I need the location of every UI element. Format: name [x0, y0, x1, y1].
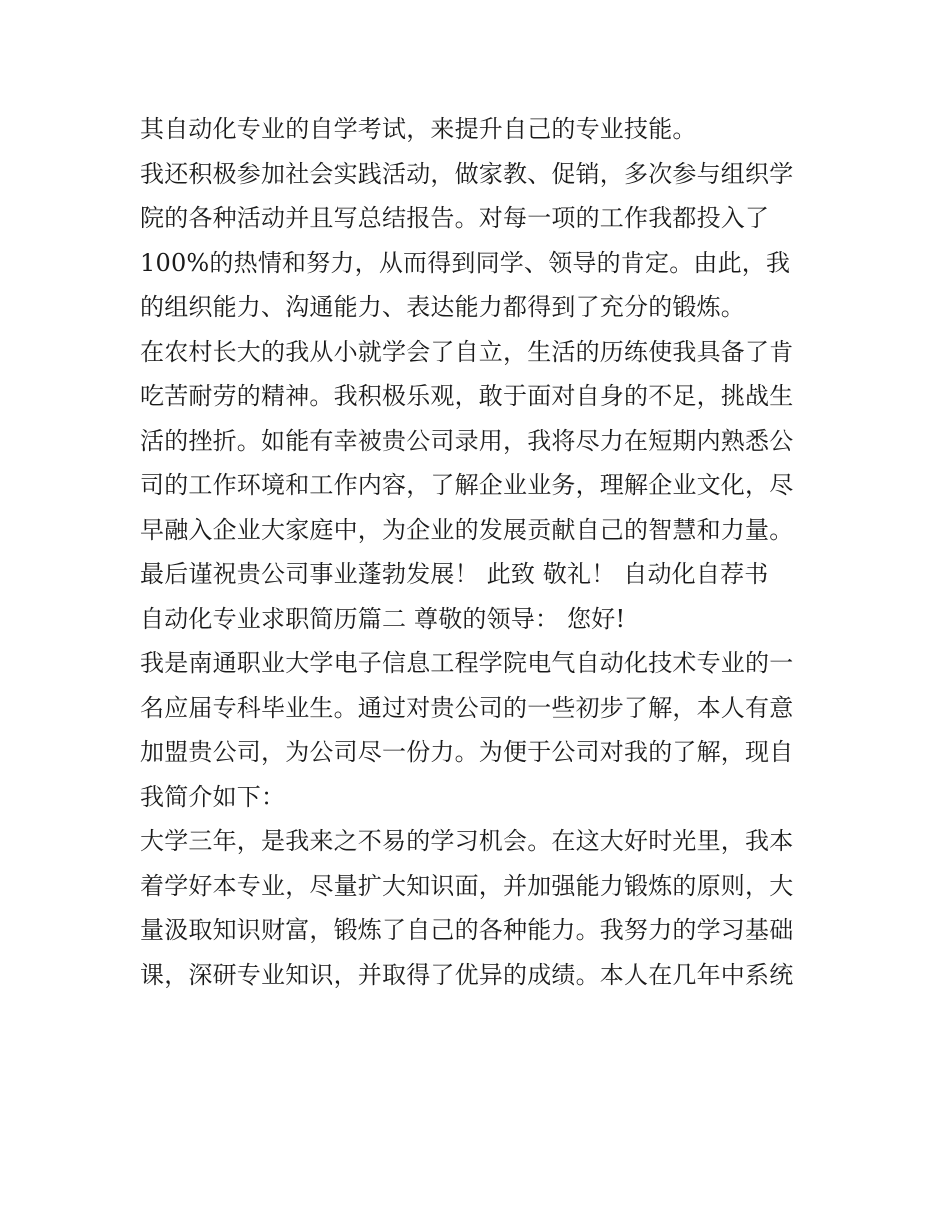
text-line: 早融入企业大家庭中，为企业的发展贡献自己的智慧和力量。 [140, 515, 794, 544]
text-line: 吃苦耐劳的精神。我积极乐观，敢于面对自身的不足，挑战生 [140, 382, 794, 410]
text-line: 司的工作环境和工作内容，了解企业业务，理解企业文化，尽 [140, 471, 794, 499]
text-line: 的组织能力、沟通能力、表达能力都得到了充分的锻炼。 [140, 293, 745, 321]
text-line: 着学好本专业，尽量扩大知识面，并加强能力锻炼的原则，大 [140, 871, 794, 900]
text-line: 最后谨祝贵公司事业蓬勃发展！ 此致 敬礼！ 自动化自荐书 [140, 560, 769, 588]
text-line: 量汲取知识财富，锻炼了自己的各种能力。我努力的学习基础 [140, 916, 794, 944]
document-body [140, 107, 820, 997]
text-line: 其自动化专业的自学考试，来提升自己的专业技能。 [140, 115, 697, 143]
text-line: 我是南通职业大学电子信息工程学院电气自动化技术专业的一 [140, 649, 794, 677]
text-line: 我还积极参加社会实践活动，做家教、促销，多次参与组织学 [140, 159, 794, 188]
text-line: 院的各种活动并且写总结报告。对每一项的工作我都投入了 [140, 204, 770, 232]
text-line: 我简介如下： [140, 782, 286, 811]
text-line: 加盟贵公司，为公司尽一份力。为便于公司对我的了解，现自 [140, 738, 794, 766]
text-line: 大学三年，是我来之不易的学习机会。在这大好时光里，我本 [140, 827, 794, 855]
text-line: 在农村长大的我从小就学会了自立，生活的历练使我具备了肯 [140, 337, 794, 366]
text-line: 名应届专科毕业生。通过对贵公司的一些初步了解，本人有意 [140, 693, 794, 722]
text-line: 100%的热情和努力，从而得到同学、领导的肯定。由此，我 [140, 248, 791, 277]
text-line: 自动化专业求职简历篇二 尊敬的领导： 您好! [140, 604, 626, 633]
text-line: 课，深研专业知识，并取得了优异的成绩。本人在几年中系统 [140, 960, 794, 989]
text-line: 活的挫折。如能有幸被贵公司录用，我将尽力在短期内熟悉公 [140, 426, 794, 455]
